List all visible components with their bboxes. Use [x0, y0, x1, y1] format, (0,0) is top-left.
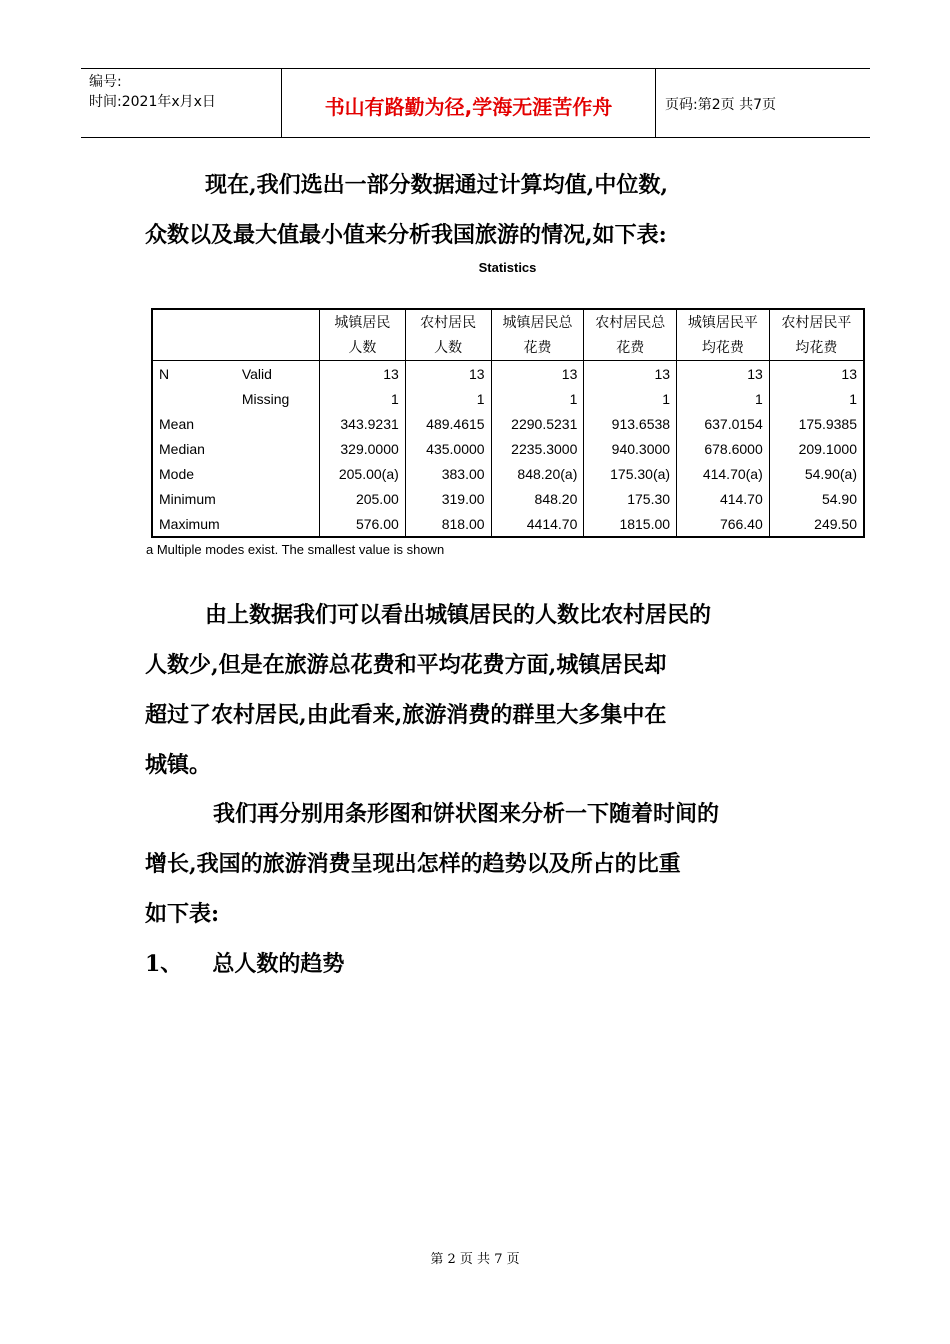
statistics-title: Statistics: [478, 260, 537, 275]
table-cell: 435.0000: [405, 436, 491, 461]
table-cell: 54.90(a): [769, 461, 864, 486]
row-label: Median: [152, 436, 236, 461]
charts-intro-line: 如下表:: [145, 901, 220, 927]
table-cell: 329.0000: [319, 436, 405, 461]
table-cell: 1: [584, 386, 677, 411]
table-cell: 766.40: [677, 511, 770, 537]
column-header: 农村居民平 均花费: [769, 309, 864, 361]
table-row: [152, 436, 864, 461]
table-cell: 343.9231: [319, 411, 405, 436]
column-header: 农村居民 人数: [405, 309, 491, 361]
document-time-label: 时间:2021年x月x日: [89, 94, 216, 110]
row-sublabel: [236, 511, 320, 537]
table-cell: 205.00(a): [319, 461, 405, 486]
charts-intro-line: 增长,我国的旅游消费呈现出怎样的趋势以及所占的比重: [145, 851, 681, 877]
analysis-line: 城镇。: [145, 752, 212, 778]
header-meta-cell: [81, 69, 281, 137]
row-label: Mean: [152, 411, 236, 436]
intro-line: 众数以及最大值最小值来分析我国旅游的情况,如下表:: [145, 222, 667, 248]
table-cell: 13: [491, 361, 584, 387]
analysis-line: 人数少,但是在旅游总花费和平均花费方面,城镇居民却: [145, 652, 667, 678]
charts-intro-line: 我们再分别用条形图和饼状图来分析一下随着时间的: [213, 801, 720, 827]
table-cell: 319.00: [405, 486, 491, 511]
header-page-info: 页码:第2页 共7页: [665, 97, 776, 113]
table-row: [152, 486, 864, 511]
table-cell: 818.00: [405, 511, 491, 537]
table-footnote: a Multiple modes exist. The smallest value is shown: [146, 542, 445, 557]
row-label: Mode: [152, 461, 236, 486]
page-header: [81, 68, 870, 138]
table-cell: 637.0154: [677, 411, 770, 436]
charts-intro-paragraph: [145, 789, 815, 939]
table-cell: 175.30: [584, 486, 677, 511]
table-cell: 678.6000: [677, 436, 770, 461]
analysis-line: 超过了农村居民,由此看来,旅游消费的群里大多集中在: [145, 702, 667, 728]
column-header: 城镇居民总 花费: [491, 309, 584, 361]
table-cell: 175.30(a): [584, 461, 677, 486]
document-number-label: 编号:: [89, 74, 122, 90]
row-label: Maximum: [152, 511, 236, 537]
table-cell: 576.00: [319, 511, 405, 537]
column-header: 城镇居民平 均花费: [677, 309, 770, 361]
table-row: [152, 511, 864, 537]
table-corner-cell: [152, 309, 319, 361]
table-row: [152, 386, 864, 411]
table-cell: 4414.70: [491, 511, 584, 537]
section-title: 总人数的趋势: [212, 951, 345, 977]
table-cell: 54.90: [769, 486, 864, 511]
header-motto: 书山有路勤为径,学海无涯苦作舟: [324, 95, 613, 119]
table-cell: 13: [405, 361, 491, 387]
row-sublabel: [236, 436, 320, 461]
analysis-line: 由上数据我们可以看出城镇居民的人数比农村居民的: [205, 602, 712, 628]
statistics-table: [151, 308, 865, 538]
page-footer: 第 2 页 共 7 页: [430, 1252, 520, 1267]
intro-line: 现在,我们选出一部分数据通过计算均值,中位数,: [205, 172, 668, 198]
table-cell: 383.00: [405, 461, 491, 486]
table-cell: 1815.00: [584, 511, 677, 537]
intro-paragraph: [145, 160, 815, 260]
row-label: N: [152, 361, 236, 387]
table-cell: 1: [405, 386, 491, 411]
section-heading-line: [145, 939, 815, 989]
table-cell: 13: [584, 361, 677, 387]
table-cell: 848.20: [491, 486, 584, 511]
row-label: Minimum: [152, 486, 236, 511]
table-cell: 13: [677, 361, 770, 387]
column-header: 农村居民总 花费: [584, 309, 677, 361]
section-number: 1、: [145, 951, 183, 977]
header-page-cell: [655, 69, 870, 137]
row-sublabel: [236, 461, 320, 486]
analysis-paragraph: [145, 590, 815, 790]
table-cell: 1: [319, 386, 405, 411]
table-row: [152, 411, 864, 436]
table-cell: 414.70(a): [677, 461, 770, 486]
table-cell: 13: [769, 361, 864, 387]
table-row: [152, 361, 864, 387]
table-cell: 205.00: [319, 486, 405, 511]
section-heading: [145, 939, 815, 989]
table-cell: 2290.5231: [491, 411, 584, 436]
table-header-row: [152, 309, 864, 361]
table-cell: 13: [319, 361, 405, 387]
table-cell: 913.6538: [584, 411, 677, 436]
table-cell: 249.50: [769, 511, 864, 537]
row-sublabel: Missing: [241, 390, 290, 407]
row-sublabel: Valid: [241, 365, 272, 382]
header-motto-cell: [281, 69, 656, 137]
table-cell: 1: [769, 386, 864, 411]
table-cell: 414.70: [677, 486, 770, 511]
table-cell: 940.3000: [584, 436, 677, 461]
row-sublabel: [236, 486, 320, 511]
row-sublabel: [236, 411, 320, 436]
row-label: [152, 386, 236, 411]
table-cell: 1: [677, 386, 770, 411]
table-cell: 209.1000: [769, 436, 864, 461]
table-cell: 848.20(a): [491, 461, 584, 486]
table-cell: 175.9385: [769, 411, 864, 436]
column-header: 城镇居民 人数: [319, 309, 405, 361]
table-row: [152, 461, 864, 486]
table-cell: 489.4615: [405, 411, 491, 436]
table-cell: 1: [491, 386, 584, 411]
table-cell: 2235.3000: [491, 436, 584, 461]
